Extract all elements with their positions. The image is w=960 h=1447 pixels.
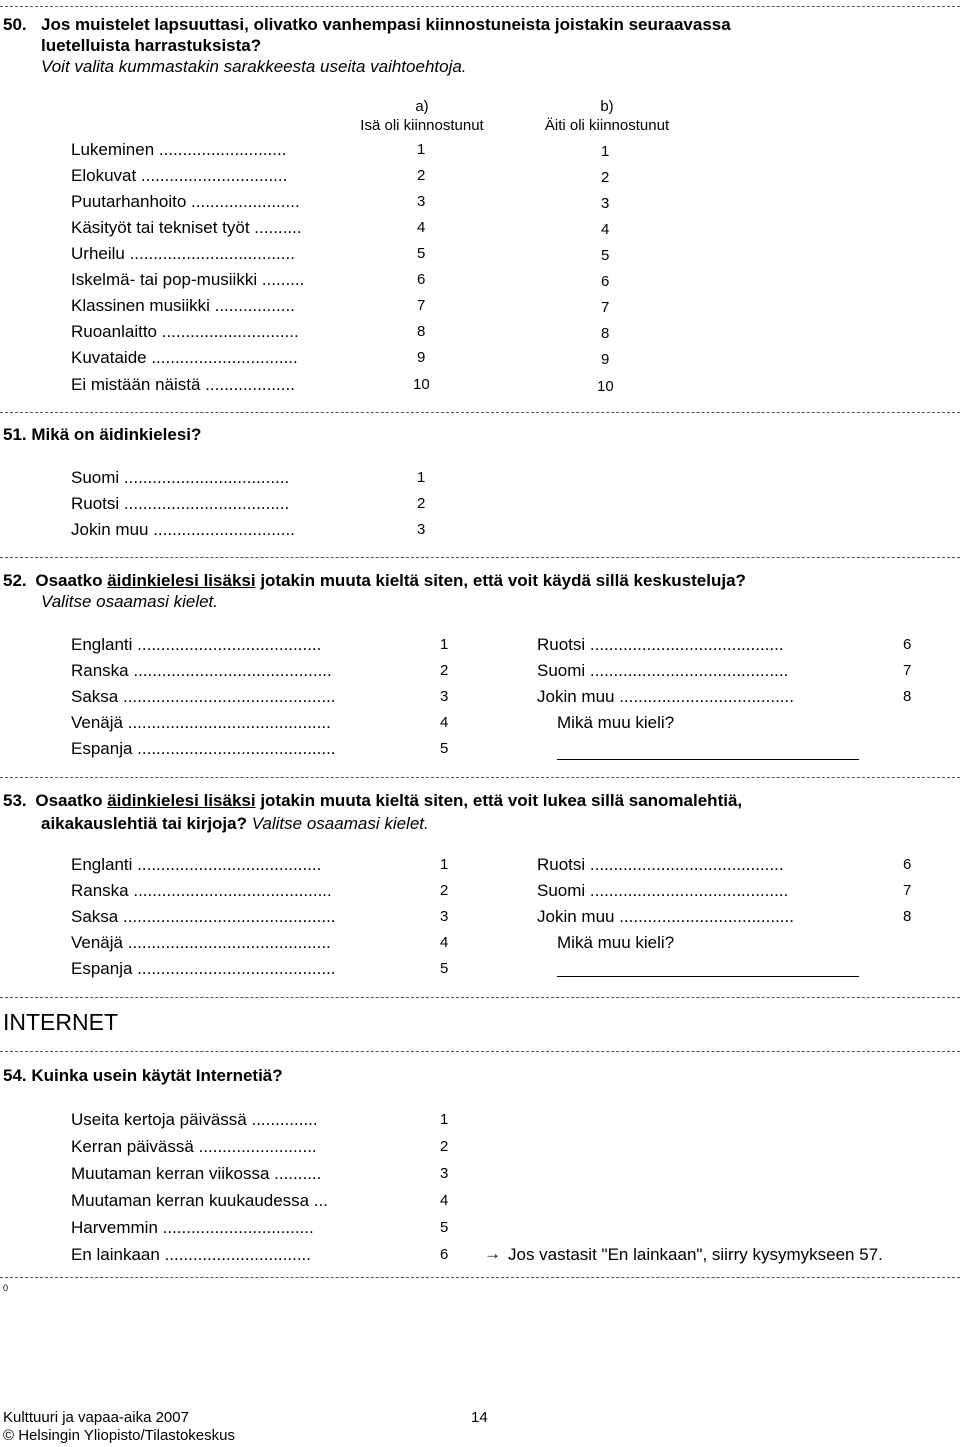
q50-row-code-a[interactable]: 4 (417, 219, 426, 236)
footer-title: Kulttuuri ja vapaa-aika 2007 (3, 1409, 189, 1426)
q52-option-code[interactable]: 8 (903, 688, 912, 705)
q53-instruction: Valitse osaamasi kielet. (251, 814, 429, 833)
q50-instruction: Voit valita kummastakin sarakkeesta useita vaihtoehtoja. (41, 57, 467, 76)
q53-option-label: Jokin muu ..................................... (537, 907, 794, 926)
q50-row-label: Iskelmä- tai pop-musiikki ......... (71, 270, 305, 289)
separator (0, 6, 960, 7)
q53-option-label: Saksa ............................................. (71, 907, 336, 926)
section-title: INTERNET (3, 1009, 118, 1035)
q53-option-code[interactable]: 8 (903, 908, 912, 925)
q52-pre: Osaatko (35, 571, 103, 590)
q52-option-code[interactable]: 2 (440, 662, 449, 679)
q50-col-a-letter: a) (415, 98, 429, 115)
q53-number: 53. (3, 791, 27, 810)
q52-option-code[interactable]: 7 (903, 662, 912, 679)
q54-option-code[interactable]: 3 (440, 1165, 449, 1182)
q50-col-b-label: Äiti oli kiinnostunut (544, 117, 670, 134)
q53-option-label: Suomi .......................................... (537, 881, 789, 900)
q53-line2: aikakauslehtiä tai kirjoja? (41, 814, 247, 833)
q50-row-code-b[interactable]: 3 (601, 195, 610, 212)
q50-col-b-letter: b) (600, 98, 614, 115)
q52-option-label: Suomi .......................................... (537, 661, 789, 680)
q51-option-label: Suomi ................................... (71, 468, 290, 487)
q53-option-label: Ranska .......................................... (71, 881, 332, 900)
q52-option-label: Venäjä ........................................... (71, 713, 331, 732)
q50-title-line2: luetelluista harrastuksista? (41, 36, 262, 55)
q51-option-label: Jokin muu .............................. (71, 520, 295, 539)
q50-row-code-b[interactable]: 2 (601, 169, 610, 186)
q53-option-label: Ruotsi ......................................... (537, 855, 784, 874)
separator (0, 557, 960, 558)
q53-option-code[interactable]: 1 (440, 856, 449, 873)
q50-row-code-b[interactable]: 9 (601, 351, 610, 368)
q52-option-label: Ruotsi ......................................... (537, 635, 784, 654)
q50-row-code-b[interactable]: 1 (601, 143, 610, 160)
q50-row-label: Ruoanlaitto ............................. (71, 322, 299, 341)
q52-other-prompt: Mikä muu kieli? (557, 713, 675, 732)
q50-row-code-a[interactable]: 8 (417, 323, 426, 340)
q52-title (3, 570, 746, 591)
q50-row-code-b[interactable]: 8 (601, 325, 610, 342)
q50-col-a-label: Isä oli kiinnostunut (360, 117, 484, 134)
q50-row-code-a[interactable]: 6 (417, 271, 426, 288)
q50-row-label: Puutarhanhoito ....................... (71, 192, 300, 211)
q52-option-label: Espanja .......................................... (71, 739, 336, 758)
separator (0, 1277, 960, 1278)
q54-title: 54. Kuinka usein käytät Internetiä? (3, 1066, 283, 1085)
q52-option-label: Ranska .......................................... (71, 661, 332, 680)
q54-option-code[interactable]: 4 (440, 1192, 449, 1209)
q51-option-code[interactable]: 1 (417, 469, 426, 486)
q53-option-label: Venäjä ........................................... (71, 933, 331, 952)
q50-row-code-a[interactable]: 5 (417, 245, 426, 262)
q52-number: 52. (3, 571, 27, 590)
q50-row-code-b[interactable]: 7 (601, 299, 610, 316)
separator (0, 777, 960, 778)
q54-option-label: Harvemmin ................................ (71, 1218, 314, 1237)
q50-row-label: Ei mistään näistä ................... (71, 375, 295, 394)
q51-title: 51. Mikä on äidinkielesi? (3, 425, 202, 444)
q50-row-label: Urheilu ................................... (71, 244, 295, 263)
q52-option-label: Englanti ....................................... (71, 635, 322, 654)
q50-row-code-b[interactable]: 6 (601, 273, 610, 290)
q54-option-code[interactable]: 5 (440, 1219, 449, 1236)
q50-row-code-a[interactable]: 7 (417, 297, 426, 314)
q54-option-label: Muutaman kerran viikossa .......... (71, 1164, 322, 1183)
q50-row-label: Klassinen musiikki ................. (71, 296, 295, 315)
q52-option-code[interactable]: 4 (440, 714, 449, 731)
q50-title-line1: Jos muistelet lapsuuttasi, olivatko vanhempasi kiinnostuneista joistakin seuraavassa (41, 15, 731, 34)
q53-other-prompt: Mikä muu kieli? (557, 933, 675, 952)
q52-post: jotakin muuta kieltä siten, että voit käydä sillä keskusteluja? (260, 571, 746, 590)
q50-row-code-a[interactable]: 3 (417, 193, 426, 210)
footer-page-number: 14 (471, 1409, 488, 1426)
q50-row-code-a[interactable]: 10 (413, 376, 430, 393)
q50-row-label: Käsityöt tai tekniset työt .......... (71, 218, 302, 237)
q54-option-code[interactable]: 2 (440, 1138, 449, 1155)
q50-row-code-a[interactable]: 9 (417, 349, 426, 366)
q53-pre: Osaatko (35, 791, 103, 810)
q54-skip-note: Jos vastasit "En lainkaan", siirry kysymykseen 57. (508, 1245, 883, 1264)
q50-number: 50. (3, 15, 27, 34)
q52-instruction: Valitse osaamasi kielet. (41, 592, 219, 611)
q53-option-code[interactable]: 3 (440, 908, 449, 925)
q50-row-code-b[interactable]: 10 (597, 378, 614, 395)
q53-post: jotakin muuta kieltä siten, että voit lukea sillä sanomalehtiä, (260, 791, 743, 810)
q50-row-code-b[interactable]: 4 (601, 221, 610, 238)
skip-arrow-icon: → (484, 1244, 501, 1263)
footer-copyright: © Helsingin Yliopisto/Tilastokeskus (3, 1427, 235, 1444)
q51-option-label: Ruotsi ................................... (71, 494, 290, 513)
small-mark: 0 (3, 1283, 9, 1293)
q53-option-code[interactable]: 5 (440, 960, 449, 977)
q52-option-label: Saksa ............................................. (71, 687, 336, 706)
q52-option-code[interactable]: 1 (440, 636, 449, 653)
q50-row-label: Elokuvat ............................... (71, 166, 288, 185)
q50-row-label: Lukeminen ........................... (71, 140, 287, 159)
q53-title (3, 790, 742, 811)
separator (0, 412, 960, 413)
q52-option-code[interactable]: 3 (440, 688, 449, 705)
q50-row-label: Kuvataide ............................... (71, 348, 298, 367)
q53-option-label: Espanja .......................................... (71, 959, 336, 978)
q53-option-code[interactable]: 6 (903, 856, 912, 873)
separator (0, 1051, 960, 1052)
separator (0, 997, 960, 998)
q53-option-code[interactable]: 7 (903, 882, 912, 899)
q54-option-label: Kerran päivässä ......................... (71, 1137, 317, 1156)
q53-title-line2 (41, 813, 429, 834)
q53-option-label: Englanti ....................................... (71, 855, 322, 874)
q50-row-code-a[interactable]: 1 (417, 141, 426, 158)
q53-option-code[interactable]: 2 (440, 882, 449, 899)
q54-option-code[interactable]: 6 (440, 1246, 449, 1263)
q53-option-code[interactable]: 4 (440, 934, 449, 951)
q52-option-code[interactable]: 5 (440, 740, 449, 757)
q50-row-code-b[interactable]: 5 (601, 247, 610, 264)
q51-option-code[interactable]: 2 (417, 495, 426, 512)
q54-option-label: Muutaman kerran kuukaudessa ... (71, 1191, 329, 1210)
q53-underlined: äidinkielesi lisäksi (107, 791, 256, 810)
q52-option-code[interactable]: 6 (903, 636, 912, 653)
q54-option-code[interactable]: 1 (440, 1111, 449, 1128)
q52-option-label: Jokin muu ..................................... (537, 687, 794, 706)
q54-option-label: En lainkaan ............................... (71, 1245, 311, 1264)
q50-row-code-a[interactable]: 2 (417, 167, 426, 184)
q51-option-code[interactable]: 3 (417, 521, 426, 538)
q52-underlined: äidinkielesi lisäksi (107, 571, 256, 590)
q53-other-answer-line[interactable] (557, 976, 859, 977)
q54-option-label: Useita kertoja päivässä .............. (71, 1110, 318, 1129)
q52-other-answer-line[interactable] (557, 759, 859, 760)
